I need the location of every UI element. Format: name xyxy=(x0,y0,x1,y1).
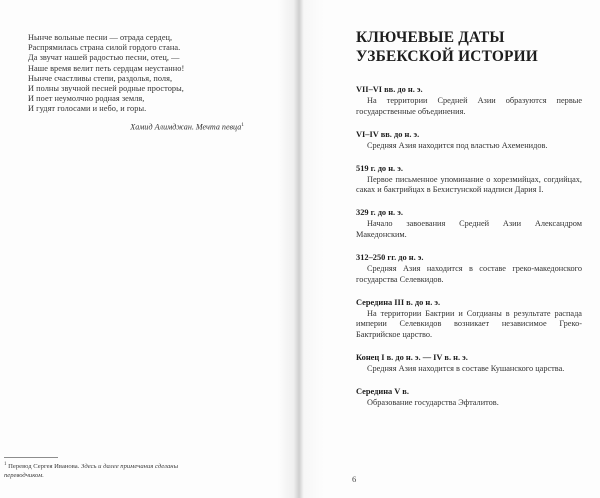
poem-line: Нынче счастливы степи, раздолья, поля, xyxy=(28,73,173,83)
poem-line: Нынче вольные песни — отрада сердец, xyxy=(28,33,173,42)
chronology-block xyxy=(356,28,582,420)
chronology-entry xyxy=(356,297,582,341)
entry-description: Первое письменное упоминание о хорезмийцах, согдийцах, саках и бактрийцах в Бехистунской надписи Дария I. xyxy=(356,174,582,195)
poem-attribution-text: Хамид Алимджан. Мечта певца xyxy=(130,122,242,132)
footnote-italic-part: Здесь и далее примечания сделаны переводчиком. xyxy=(4,463,179,479)
poem-line: Наше время велит петь сердцам неустанно! xyxy=(28,63,185,73)
entry-description: Начало завоевания Средней Азии Александром Македонским. xyxy=(356,219,582,240)
chronology-entry xyxy=(356,386,582,409)
entry-term: 519 г. до н. э. xyxy=(356,163,403,173)
poem-line: И поет неумолчно родная земля, xyxy=(28,94,145,104)
entry-term: 312–250 гг. до н. э. xyxy=(356,253,424,263)
poem-line: И полны звучной песней родные просторы, xyxy=(28,84,184,94)
chronology-entry xyxy=(356,252,582,285)
entry-term: Конец I в. до н. э. — IV в. н. э. xyxy=(356,353,468,363)
poem-line: Распрямилась страна силой гордого стана. xyxy=(28,43,181,53)
entry-term: Середина III в. до н. э. xyxy=(356,297,441,307)
footnote-reference-marker: 1 xyxy=(241,121,244,128)
entry-description: На территории Средней Азии образуются первые государственные объединения. xyxy=(356,96,582,116)
entry-term: Середина V в. xyxy=(356,387,409,397)
page-title: КЛЮЧЕВЫЕ ДАТЫ УЗБЕКСКОЙ ИСТОРИИ xyxy=(356,29,538,65)
chronology-entry xyxy=(356,207,582,240)
footnote-plain-part: Перевод Сергея Иванова. xyxy=(8,463,80,471)
entry-term: 329 г. до н. э. xyxy=(356,208,403,218)
entry-description: Средняя Азия находится в составе Кушанского царства. xyxy=(367,364,565,374)
right-page xyxy=(300,0,600,498)
footnote-marker: 1 xyxy=(4,462,7,467)
entry-term: VII–VI вв. до н. э. xyxy=(356,85,423,94)
page-number: 6 xyxy=(352,474,357,484)
chronology-entry xyxy=(356,352,582,375)
entry-description: Образование государства Эфталитов. xyxy=(367,398,499,408)
poem-line: Да звучат нашей радостью песни, отец, — xyxy=(28,53,180,63)
footnote-text xyxy=(4,461,219,480)
footnote-block xyxy=(4,457,219,480)
poem-line: И гудят голосами и небо, и горы. xyxy=(28,104,147,114)
chronology-entry xyxy=(356,163,582,196)
poem-block xyxy=(28,33,258,132)
entry-description: Средняя Азия находится под властью Ахеменидов. xyxy=(367,140,548,150)
poem-attribution xyxy=(28,120,258,133)
entry-term: VI–IV вв. до н. э. xyxy=(356,129,420,139)
footnote-separator-rule xyxy=(4,457,58,458)
entry-description: Средняя Азия находится в составе греко-македонского государства Селевкидов. xyxy=(356,264,582,284)
chronology-entry xyxy=(356,84,582,117)
chronology-entry xyxy=(356,129,582,152)
entry-description: На территории Бактрии и Согдианы в результате распада империи Селевкидов возникает независимое Греко-Бактрийское царство. xyxy=(356,308,582,340)
